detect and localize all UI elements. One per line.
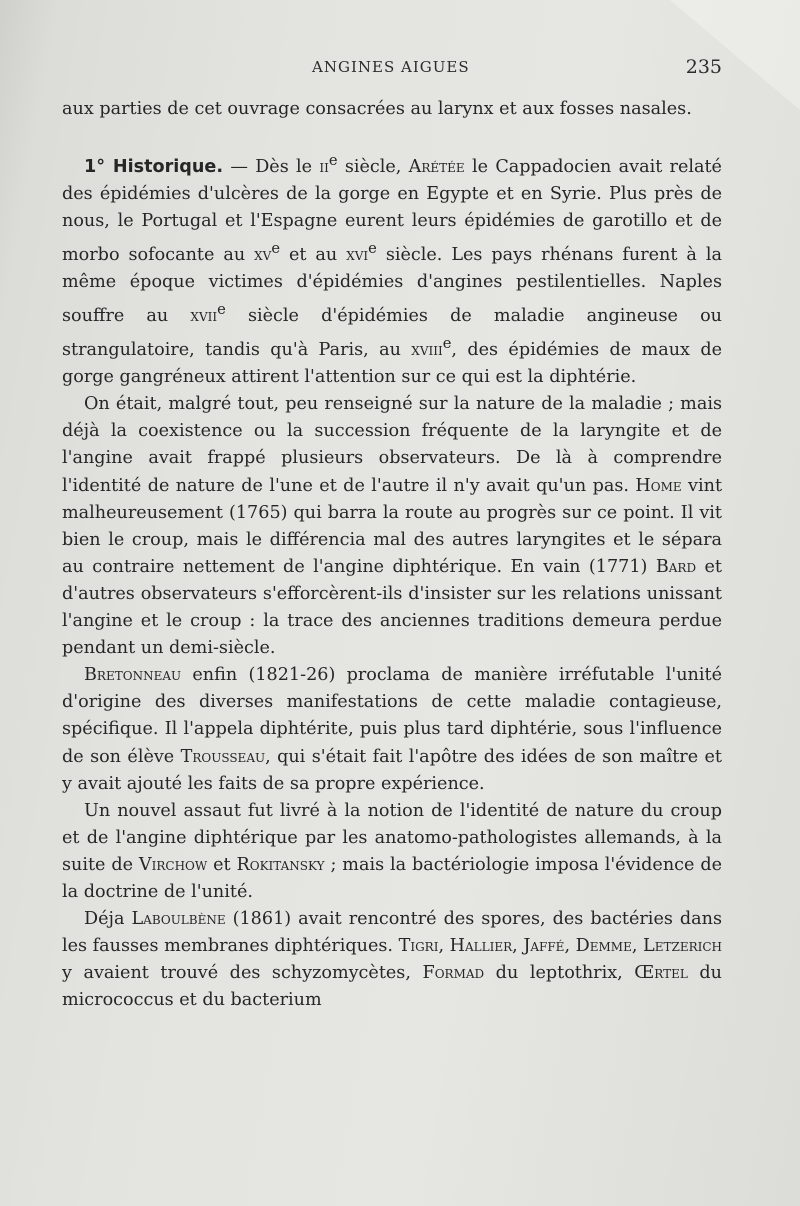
author-name: Trousseau bbox=[180, 746, 266, 767]
page-number: 235 bbox=[685, 56, 722, 78]
running-title: ANGINES AIGUES bbox=[312, 58, 470, 76]
author-name: Virchow bbox=[138, 854, 208, 875]
text-span: siècle d'épidémies de maladie angineuse ou strangulatoire, tandis qu'à Paris, au bbox=[62, 306, 722, 361]
text-span: , bbox=[438, 936, 450, 957]
century-numeral: ii bbox=[319, 156, 329, 177]
author-name: Demme bbox=[575, 936, 632, 957]
author-name: Bretonneau bbox=[84, 665, 182, 686]
text-span: y avaient trouvé des schyzomycètes, bbox=[62, 963, 423, 984]
century-numeral: xviii bbox=[411, 340, 443, 361]
century-numeral: xvi bbox=[346, 245, 369, 266]
paragraph-historique bbox=[62, 147, 722, 391]
ordinal-sup: e bbox=[328, 152, 338, 170]
body-text bbox=[62, 96, 722, 1014]
text-span: et au bbox=[280, 245, 347, 266]
author-name: Home bbox=[635, 475, 682, 496]
text-span: du micrococcus et du bacterium bbox=[62, 963, 722, 1011]
author-name: Arétée bbox=[408, 156, 465, 177]
paragraph-3 bbox=[62, 662, 722, 797]
paragraph-2 bbox=[62, 391, 722, 662]
text-span: , bbox=[512, 936, 524, 957]
text-span: Un nouvel assaut fut livré à la notion de l'identité de nature du croup et de l'angine diphtérique par les anatomo-pathologistes allemands, à la suite de bbox=[62, 800, 722, 875]
section-heading: 1° Historique. bbox=[84, 156, 224, 177]
text-span: , bbox=[631, 936, 644, 957]
ordinal-sup: e bbox=[271, 240, 281, 258]
paragraph-continuation: aux parties de cet ouvrage consacrées au larynx et aux fosses nasales. bbox=[62, 99, 692, 119]
page-header bbox=[62, 54, 722, 84]
paragraph-5 bbox=[62, 906, 722, 1014]
text-span: , qui s'était fait l'apôtre des idées de son maître et y avait ajouté les faits de sa propre expérience. bbox=[62, 746, 722, 794]
text-span: et d'autres observateurs s'efforcèrent-ils d'insister sur les relations unissant l'angine et le croup : la trace des anciennes traditions demeura perdue pendant un demi-siècle. bbox=[62, 556, 722, 659]
ordinal-sup: e bbox=[217, 301, 226, 319]
paragraph-4 bbox=[62, 798, 722, 906]
text-span: , des épidémies de maux de gorge gangréneux attirent l'attention sur ce qui est la diphtérie. bbox=[62, 340, 722, 388]
author-name: Hallier bbox=[449, 936, 513, 957]
text-span: du leptothrix, bbox=[484, 963, 635, 984]
century-numeral: xvii bbox=[190, 306, 218, 327]
text-span: enfin (1821-26) proclama de manière irréfutable l'unité d'origine des diverses manifestations de cette maladie contagieuse, spécifique. Il l'appela diphtérite, puis plus tard diphtérie, sous l'influence de son élève bbox=[62, 665, 722, 767]
text-span: (1861) avait rencontré des spores, des bactéries dans les fausses membranes diphtériques. bbox=[62, 909, 722, 957]
author-name: Rokitansky bbox=[236, 854, 325, 875]
author-name: Bard bbox=[655, 556, 697, 577]
author-name: Jaffé bbox=[523, 936, 565, 957]
text-span: — Dès le bbox=[223, 156, 320, 177]
text-span: siècle, bbox=[337, 156, 409, 177]
century-numeral: xv bbox=[254, 245, 272, 266]
text-span: ; mais la bactériologie imposa l'évidence de la doctrine de l'unité. bbox=[62, 854, 722, 902]
author-name: Letzerich bbox=[643, 936, 722, 957]
text-span: Déja bbox=[84, 909, 132, 930]
ordinal-sup: e bbox=[368, 240, 377, 258]
text-span: vint malheureusement (1765) qui barra la route au progrès sur ce point. Il vit bien le croup, mais le différencia mal des autres laryngites et le sépara au contraire nettement de l'angine diphtérique. En vain (1771) bbox=[62, 475, 723, 577]
ordinal-sup: e bbox=[442, 335, 452, 353]
text-span: et bbox=[207, 854, 237, 875]
text-span: , bbox=[564, 936, 576, 957]
author-name: Tigri bbox=[398, 936, 439, 957]
author-name: Œrtel bbox=[634, 963, 688, 984]
text-span: siècle. Les pays rhénans furent à la même époque victimes d'épidémies d'angines pestilentielles. Naples souffre au bbox=[62, 245, 722, 327]
text-span: le Cappadocien avait relaté des épidémies d'ulcères de la gorge en Egypte et en Syrie. Plus près de nous, le Portugal et l'Espagne eurent leurs épidémies de garotillo et de morbo sofocante au bbox=[62, 156, 722, 266]
text-span: On était, malgré tout, peu renseigné sur la nature de la maladie ; mais déjà la coexistence ou la succession fréquente de la laryngite et de l'angine avait frappé plusieurs observateurs. De là à comprendre l'identité de nature de l'une et de l'autre il n'y avait qu'un pas. bbox=[62, 394, 722, 496]
author-name: Formad bbox=[422, 963, 485, 984]
author-name: Laboulbène bbox=[131, 909, 226, 930]
